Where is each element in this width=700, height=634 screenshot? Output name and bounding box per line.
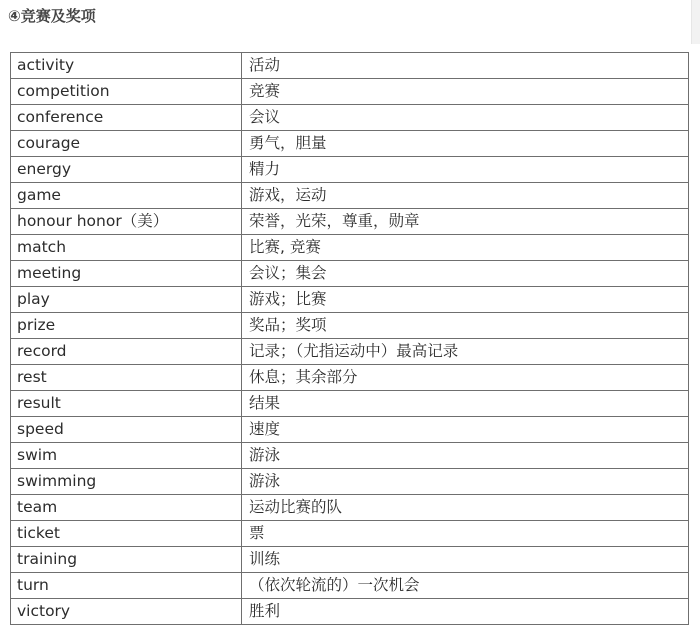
chinese-meaning-cell: 胜利 [242,599,689,625]
chinese-meaning-cell: 游泳 [242,469,689,495]
chinese-meaning-cell: 比赛, 竞赛 [242,235,689,261]
english-word-cell: match [11,235,242,261]
chinese-meaning-cell: 结果 [242,391,689,417]
table-row [11,417,689,443]
english-word-cell: energy [11,157,242,183]
table-row [11,235,689,261]
table-row [11,547,689,573]
english-word-cell: turn [11,573,242,599]
english-word-cell: rest [11,365,242,391]
english-word-cell: play [11,287,242,313]
vocabulary-table-body [11,53,689,625]
vocabulary-table [10,52,689,625]
table-row [11,287,689,313]
table-row [11,391,689,417]
english-word-cell: training [11,547,242,573]
table-row [11,131,689,157]
chinese-meaning-cell: 游戏；比赛 [242,287,689,313]
chinese-meaning-cell: 票 [242,521,689,547]
chinese-meaning-cell: 奖品；奖项 [242,313,689,339]
chinese-meaning-cell: 精力 [242,157,689,183]
english-word-cell: courage [11,131,242,157]
table-row [11,209,689,235]
english-word-cell: ticket [11,521,242,547]
english-word-cell: swimming [11,469,242,495]
english-word-cell: activity [11,53,242,79]
english-word-cell: result [11,391,242,417]
table-row [11,313,689,339]
table-row [11,443,689,469]
english-word-cell: swim [11,443,242,469]
chinese-meaning-cell: 记录；（尤指运动中）最高记录 [242,339,689,365]
chinese-meaning-cell: 勇气，胆量 [242,131,689,157]
table-row [11,469,689,495]
chinese-meaning-cell: 速度 [242,417,689,443]
english-word-cell: speed [11,417,242,443]
table-row [11,339,689,365]
scrollbar[interactable] [691,0,700,44]
table-row [11,365,689,391]
table-row [11,79,689,105]
chinese-meaning-cell: 休息；其余部分 [242,365,689,391]
section-title: ④竞赛及奖项 [8,7,96,25]
chinese-meaning-cell: 荣誉，光荣，尊重，勋章 [242,209,689,235]
table-row [11,183,689,209]
chinese-meaning-cell: 游泳 [242,443,689,469]
english-word-cell: game [11,183,242,209]
chinese-meaning-cell: 活动 [242,53,689,79]
chinese-meaning-cell: 会议；集会 [242,261,689,287]
english-word-cell: conference [11,105,242,131]
chinese-meaning-cell: 竞赛 [242,79,689,105]
english-word-cell: competition [11,79,242,105]
english-word-cell: victory [11,599,242,625]
chinese-meaning-cell: （依次轮流的）一次机会 [242,573,689,599]
table-row [11,53,689,79]
english-word-cell: prize [11,313,242,339]
table-row [11,261,689,287]
chinese-meaning-cell: 运动比赛的队 [242,495,689,521]
table-row [11,105,689,131]
table-row [11,599,689,625]
table-row [11,521,689,547]
english-word-cell: team [11,495,242,521]
english-word-cell: meeting [11,261,242,287]
table-row [11,495,689,521]
chinese-meaning-cell: 训练 [242,547,689,573]
chinese-meaning-cell: 会议 [242,105,689,131]
chinese-meaning-cell: 游戏，运动 [242,183,689,209]
english-word-cell: honour honor（美） [11,209,242,235]
table-row [11,573,689,599]
english-word-cell: record [11,339,242,365]
table-row [11,157,689,183]
